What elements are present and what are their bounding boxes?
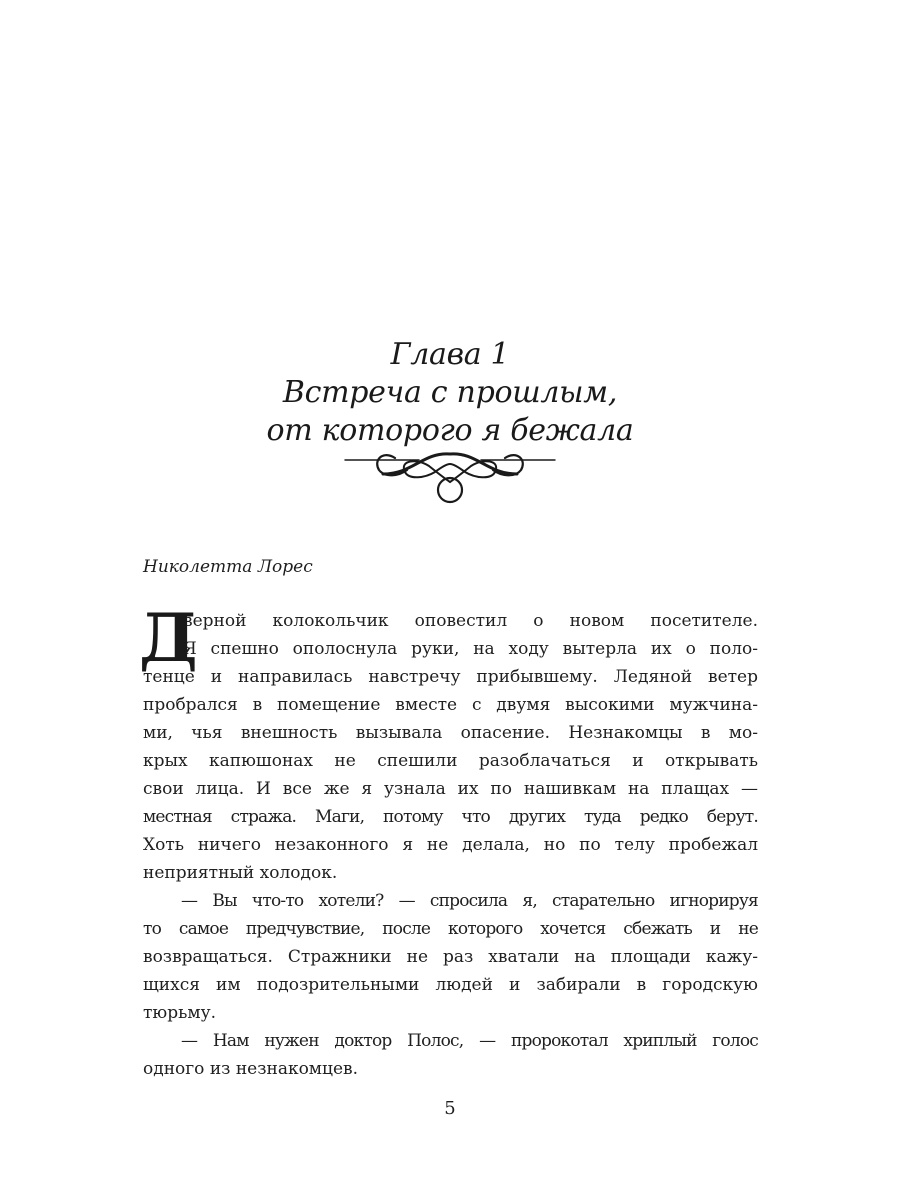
text-line: свои лица. И все же я узнала их по нашивкам на плащах — [143,779,758,799]
chapter-body [139,599,758,1083]
drop-cap: Д [139,599,198,677]
text-line: неприятный холодок. [143,863,338,883]
chapter-title-line-1: Встреча с прошлым, [282,375,618,410]
text-line: крых капюшонах не спешили разоблачаться и открывать [143,751,758,771]
text-line: возвращаться. Стражники не раз хватали на площади кажу- [143,947,758,967]
text-line: пробрался в помещение вместе с двумя высокими мужчина- [143,695,758,715]
text-line: верной колокольчик оповестил о новом посетителе. [183,611,758,631]
text-line: — Вы что-то хотели? — спросила я, старательно игнорируя [181,891,758,911]
text-line: одного из незнакомцев. [143,1059,358,1079]
text-line: местная стража. Маги, потому что других туда редко берут. [143,807,758,827]
text-line: Хоть ничего незаконного я не делала, но по телу пробежал [143,835,758,855]
chapter-heading [0,336,900,450]
page-number: 5 [444,1098,456,1119]
text-line: ми, чья внешность вызывала опасение. Незнакомцы в мо- [143,723,758,743]
flourish-divider-icon [343,448,557,508]
chapter-number: Глава 1 [390,337,510,372]
chapter-title-line-2: от которого я бежала [266,413,634,448]
text-line: — Нам нужен доктор Полос, — пророкотал хриплый голос [181,1031,758,1051]
text-line: тюрьму. [143,1003,216,1023]
pov-character-label: Николетта Лорес [143,557,313,577]
text-line: то самое предчувствие, после которого хочется сбежать и не [143,919,758,939]
text-line: тенце и направилась навстречу прибывшему. Ледяной ветер [143,667,758,687]
text-line: Я спешно ополоснула руки, на ходу вытерла их о поло- [183,639,758,659]
text-line: щихся им подозрительными людей и забирали в городскую [143,975,758,995]
